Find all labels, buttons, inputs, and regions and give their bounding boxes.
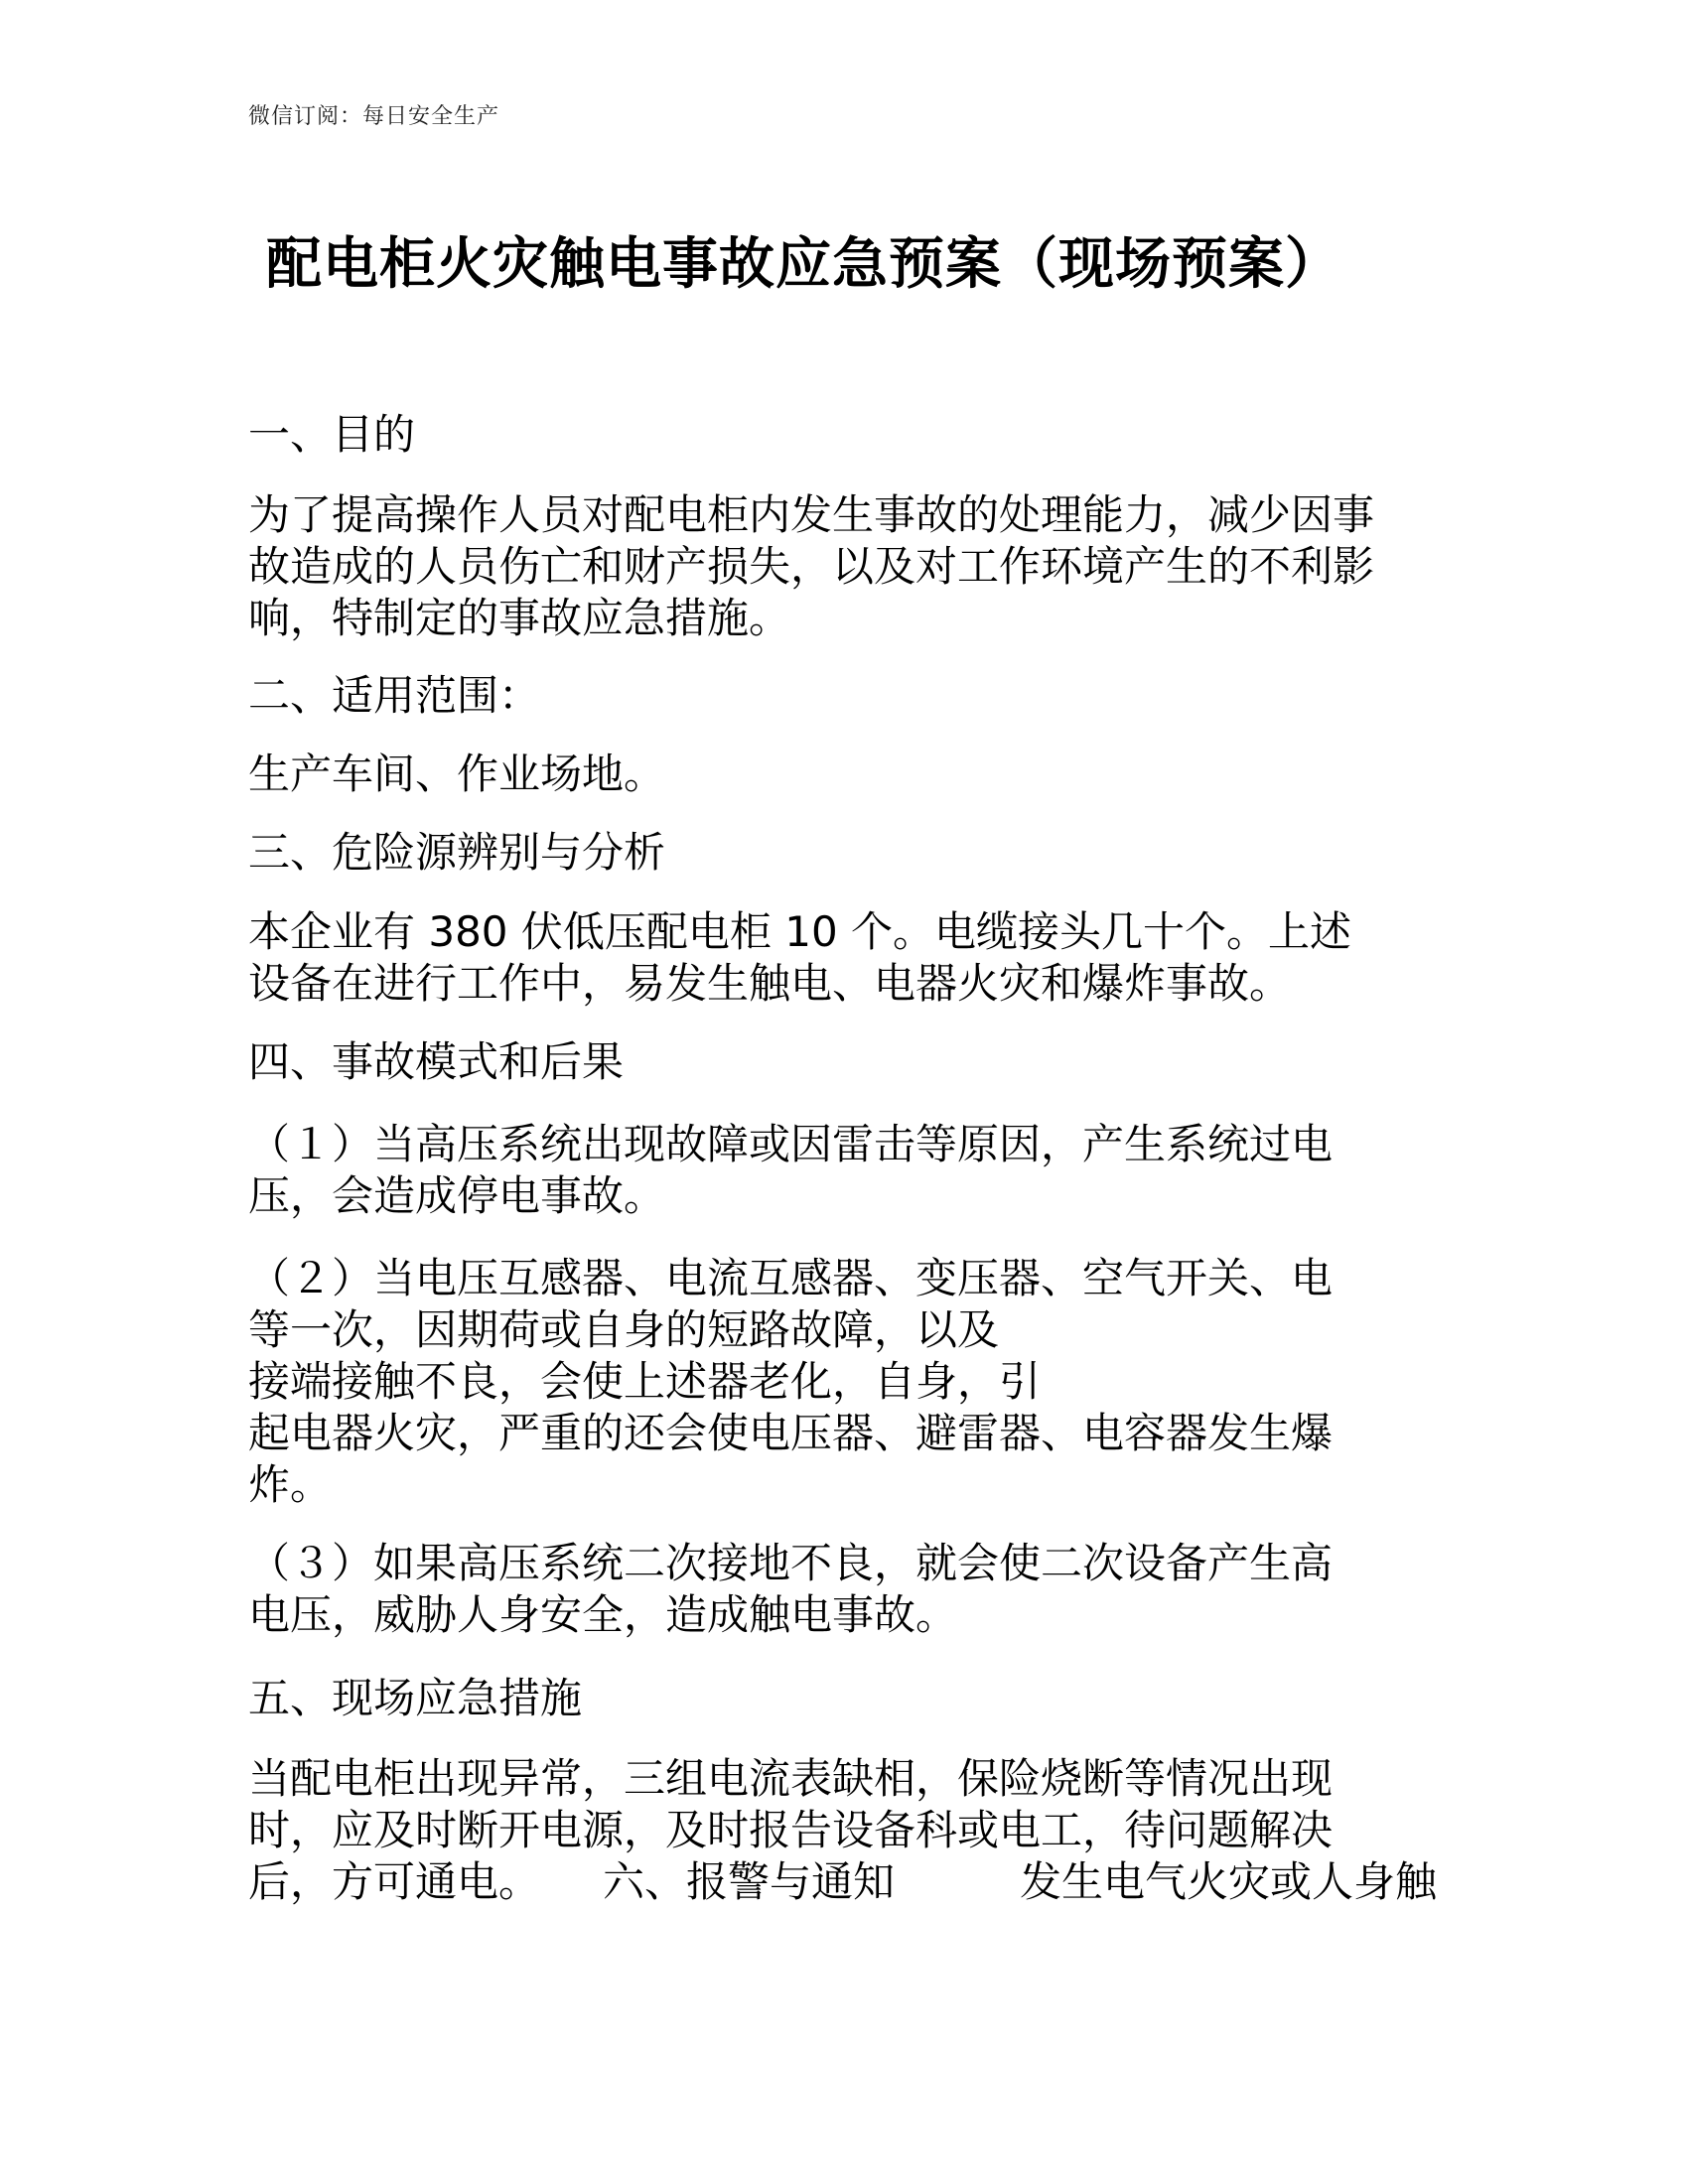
list-item-line: （３）如果高压系统二次接地不良，就会使二次设备产生高 <box>248 1539 1334 1587</box>
list-item-line: （２）当电压互感器、电流互感器、变压器、空气开关、电 <box>248 1254 1334 1302</box>
paragraph-line: 本企业有 380 伏低压配电柜 10 个。电缆接头几十个。上述 <box>248 907 1352 956</box>
paragraph-line: 后，方可通电。 六、报警与通知 发生电气火灾或人身触 <box>248 1857 1438 1906</box>
list-item-line: 接端接触不良，会使上述器老化，自身，引 <box>248 1357 1042 1406</box>
list-item-line: 压，会造成停电事故。 <box>248 1171 666 1220</box>
paragraph-line: 设备在进行工作中，易发生触电、电器火灾和爆炸事故。 <box>248 959 1292 1008</box>
paragraph-line: 响，特制定的事故应急措施。 <box>248 594 791 642</box>
section-heading-onsite-measures: 五、现场应急措施 <box>248 1674 583 1722</box>
page-title: 配电柜火灾触电事故应急预案（现场预案） <box>266 232 1341 297</box>
paragraph-line: 为了提高操作人员对配电柜内发生事故的处理能力，减少因事 <box>248 490 1375 539</box>
list-item-line: 炸。 <box>248 1460 333 1509</box>
list-item-line: （１）当高压系统出现故障或因雷击等原因，产生系统过电 <box>248 1120 1334 1168</box>
list-item-line: 电压，威胁人身安全，造成触电事故。 <box>248 1590 958 1639</box>
paragraph-line: 故造成的人员伤亡和财产损失，以及对工作环境产生的不利影 <box>248 542 1375 591</box>
paragraph-line: 生产车间、作业场地。 <box>248 750 666 798</box>
section-heading-purpose: 一、目的 <box>248 410 416 459</box>
paragraph-line: 时，应及时断开电源，及时报告设备科或电工，待问题解决 <box>248 1806 1334 1854</box>
paragraph-line: 当配电柜出现异常，三组电流表缺相，保险烧断等情况出现 <box>248 1754 1334 1803</box>
list-item-line: 等一次，因期荷或自身的短路故障，以及 <box>248 1305 1000 1354</box>
header-note: 微信订阅：每日安全生产 <box>248 104 500 129</box>
list-item-line: 起电器火灾，严重的还会使电压器、避雷器、电容器发生爆 <box>248 1409 1334 1457</box>
section-heading-accident-modes: 四、事故模式和后果 <box>248 1037 625 1086</box>
section-heading-scope: 二、适用范围： <box>248 671 541 720</box>
section-heading-hazard-analysis: 三、危险源辨别与分析 <box>248 828 666 877</box>
